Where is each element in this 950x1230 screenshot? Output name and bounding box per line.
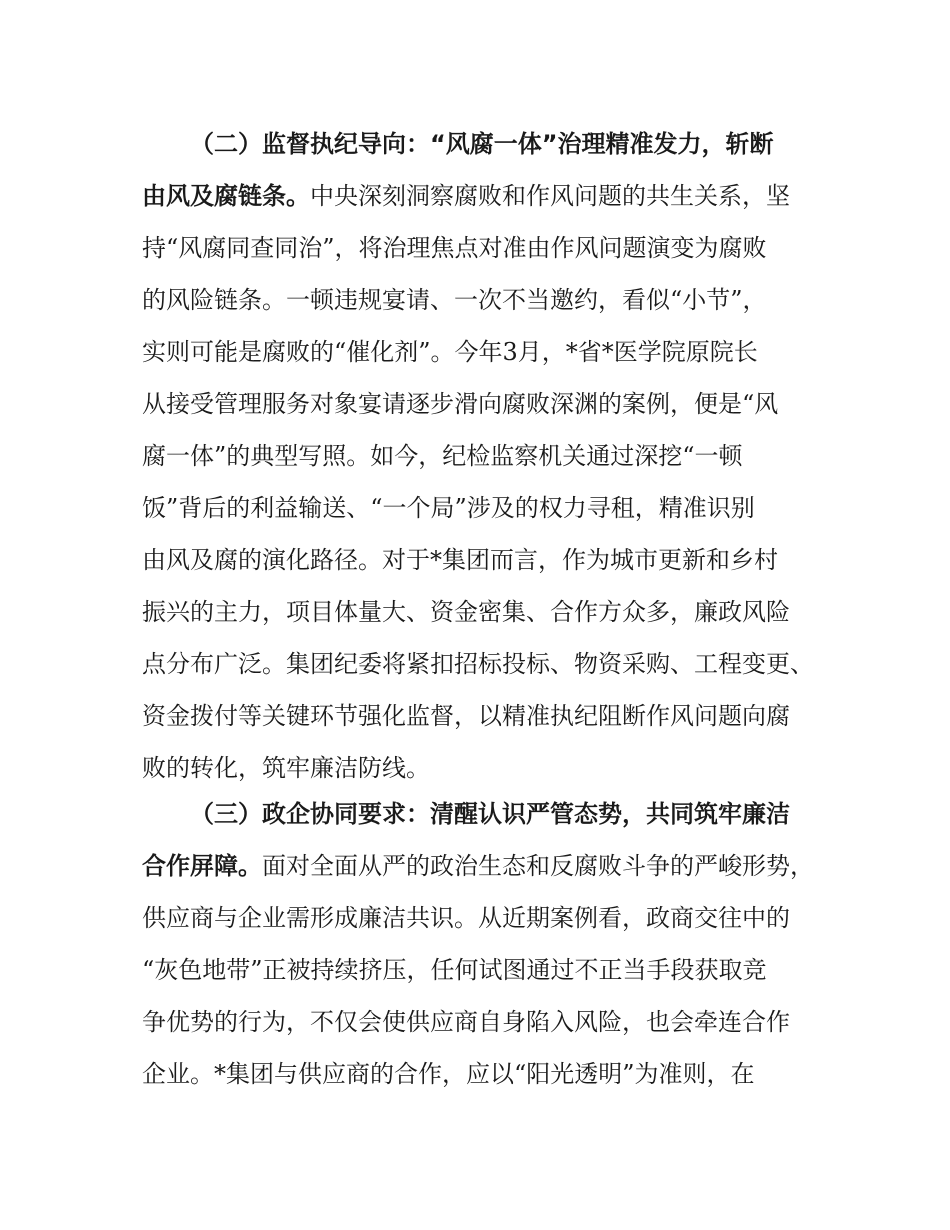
- section-3-heading: （三）政企协同要求：清醒认识严管态势，共同筑牢廉洁: [190, 800, 790, 828]
- section-2-heading-end: 由风及腐链条。: [142, 182, 310, 210]
- paragraph-line: [142, 840, 832, 892]
- paragraph-line: “灰色地带”正被持续挤压，任何试图通过不正当手段获取竞: [142, 956, 767, 984]
- section-3-paragraph: [142, 788, 832, 1100]
- paragraph-line: 供应商与企业需形成廉洁共识。从近期案例看，政商交往中的: [142, 904, 790, 932]
- section-2-heading: （二）监督执纪导向：“风腐一体”治理精准发力，斩断: [190, 130, 774, 158]
- paragraph-line: 腐一体”的典型写照。如今，纪检监察机关通过深挖“一顿: [142, 442, 743, 470]
- section-3-heading-end: 合作屏障。: [142, 852, 262, 880]
- paragraph-line: 实则可能是腐败的“催化剂”。今年3月，*省*医学院原院长: [142, 338, 758, 366]
- paragraph-line: 败的转化，筑牢廉洁防线。: [142, 754, 430, 782]
- paragraph-line: 企业。*集团与供应商的合作，应以“阳光透明”为准则，在: [142, 1060, 755, 1088]
- paragraph-line: 争优势的行为，不仅会使供应商自身陷入风险，也会牵连合作: [142, 1008, 790, 1036]
- paragraph-line: 振兴的主力，项目体量大、资金密集、合作方众多，廉政风险: [142, 598, 790, 626]
- paragraph-line: 持“风腐同查同治”，将治理焦点对准由作风问题演变为腐败: [142, 234, 767, 262]
- paragraph-line: 的风险链条。一顿违规宴请、一次不当邀约，看似“小节”，: [142, 286, 767, 314]
- paragraph-line: 饭”背后的利益输送、“一个局”涉及的权力寻租，精准识别: [142, 494, 755, 522]
- paragraph-line: 点分布广泛。集团纪委将紧扣招标投标、物资采购、工程变更、: [142, 650, 814, 678]
- paragraph-line: 由风及腐的演化路径。对于*集团而言，作为城市更新和乡村: [142, 546, 778, 574]
- paragraph-line: [142, 170, 832, 222]
- paragraph-text: 面对全面从严的政治生态和反腐败斗争的严峻形势，: [262, 852, 814, 880]
- section-2-paragraph: [142, 118, 832, 794]
- paragraph-line: 从接受管理服务对象宴请逐步滑向腐败深渊的案例，便是“风: [142, 390, 779, 418]
- paragraph-text: 中央深刻洞察腐败和作风问题的共生关系，坚: [310, 182, 790, 210]
- paragraph-line: 资金拨付等关键环节强化监督，以精准执纪阻断作风问题向腐: [142, 702, 790, 730]
